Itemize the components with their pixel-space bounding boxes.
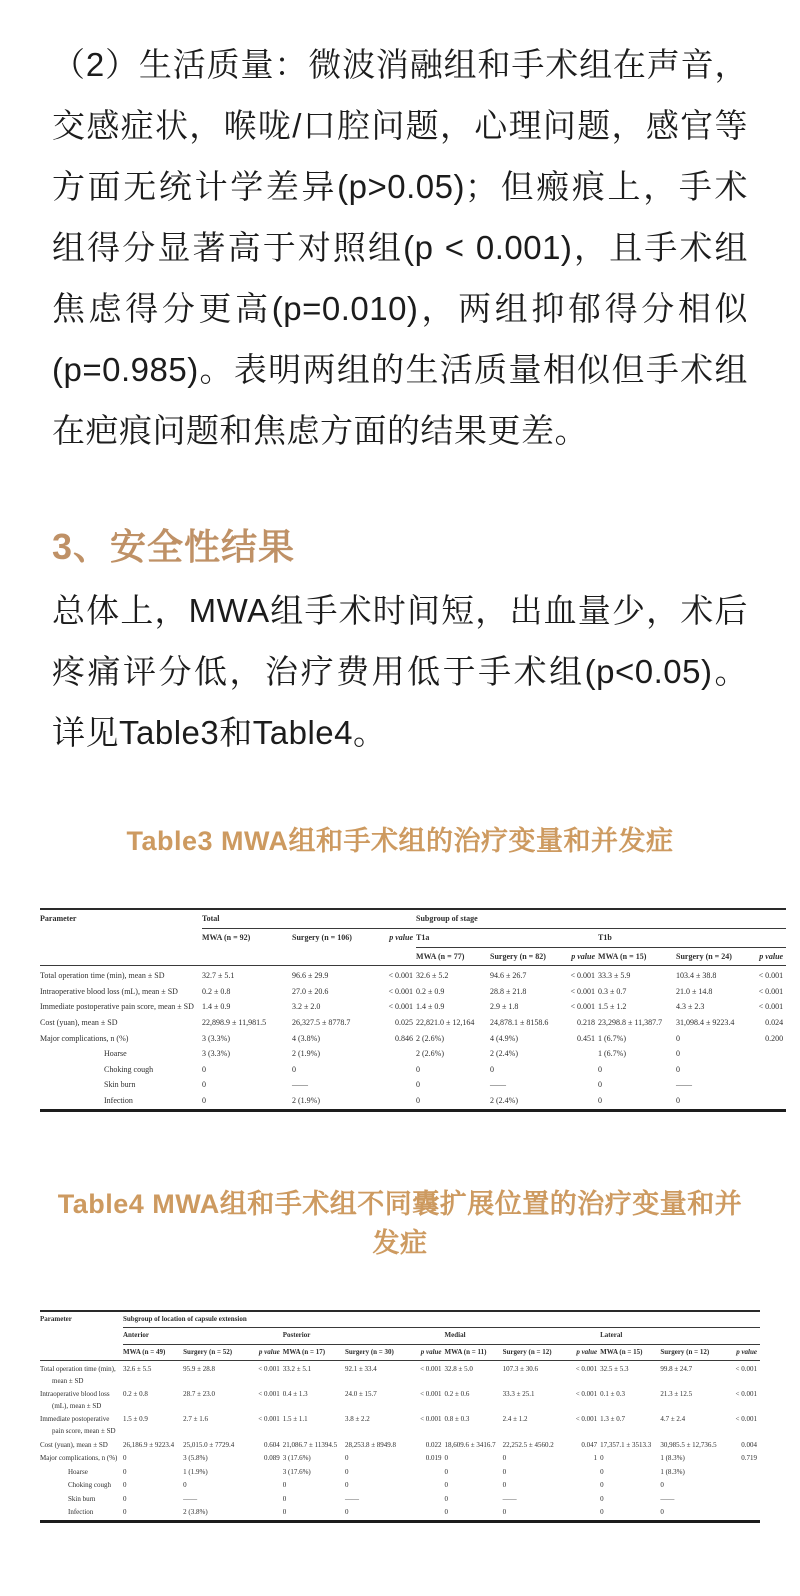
table-cell: 3 (3.3%) <box>202 1033 230 1043</box>
table-cell: 0 <box>444 1454 449 1463</box>
table-cell: 0 <box>600 1494 604 1503</box>
row-parameter-label: Immediate postoperative pain score, mean ± SD <box>40 1002 194 1012</box>
paragraph-safety-summary: 总体上，MWA组手术时间短，出血量少，术后疼痛评分低，治疗费用低于手术组(p<0.05)。详见Table3和Table4。 <box>52 592 748 752</box>
row-parameter-label: Immediate postoperative pain score, mean ± SD <box>40 1415 116 1435</box>
table-cell: 1 <box>593 1454 598 1463</box>
table-cell: 0 <box>600 1481 604 1490</box>
table-cell: 0 <box>122 1467 127 1476</box>
table-cell: 0 <box>676 1049 681 1059</box>
table3-header-total-pvalue: p value <box>389 933 414 943</box>
table-cell <box>560 1046 598 1062</box>
table-cell: 0 <box>122 1494 127 1503</box>
table-cell: 1 (6.7%) <box>598 1033 627 1043</box>
table-row <box>40 984 786 1000</box>
table4-header-lateral-surgery: Surgery (n = 12) <box>660 1347 710 1356</box>
table-cell: 22,252.5 ± 4560.2 <box>502 1440 554 1449</box>
table-cell: 21.3 ± 12.5 <box>660 1390 693 1399</box>
table-cell: 0 <box>444 1494 449 1503</box>
table-cell: < 0.001 <box>420 1415 442 1424</box>
table-cell <box>250 1479 283 1493</box>
table-cell: 3 (3.3%) <box>202 1049 230 1059</box>
paragraph-quality-of-life: （2）生活质量：微波消融组和手术组在声音，交感症状，喉咙/口腔问题，心理问题，感官等方面无统计学差异(p>0.05)；但瘢痕上，手术组得分显著高于对照组(p < 0.001)，且手术组焦虑得分更高(p=0.010)，两组抑郁得分相似(p=0.985)。表明两组的生活质量相似但手术组在疤痕问题和焦虑方面的结果更差。 <box>52 46 748 450</box>
table-cell: 1 (6.7%) <box>598 1049 627 1059</box>
table-cell: 28,253.8 ± 8949.8 <box>344 1440 397 1449</box>
table-cell: 0 <box>600 1454 604 1463</box>
row-parameter-label: Major complications, n (%) <box>40 1033 129 1043</box>
table-cell: 33.3 ± 25.1 <box>502 1390 535 1399</box>
table-cell: 96.6 ± 29.9 <box>292 966 374 984</box>
row-parameter-label: Infection <box>68 1508 94 1517</box>
table-cell: 22,898.9 ± 11,981.5 <box>202 1018 267 1028</box>
table3-header-t1a-pvalue: p value <box>571 951 596 961</box>
table-row <box>40 1439 760 1453</box>
table-cell: 0 <box>676 1033 681 1043</box>
table-cell: < 0.001 <box>258 1415 280 1424</box>
table-cell: 0.089 <box>263 1454 280 1463</box>
table-cell: 103.4 ± 38.8 <box>676 966 748 984</box>
table-cell <box>725 1466 760 1480</box>
table4-title: Table4 MWA组和手术组不同囊扩展位置的治疗变量和并发症 <box>57 1188 743 1258</box>
table-cell: < 0.001 <box>560 966 598 984</box>
table-row <box>40 1062 786 1078</box>
table-cell: 1.3 ± 0.7 <box>600 1415 625 1424</box>
table-cell: < 0.001 <box>258 1390 280 1399</box>
table-cell <box>250 1493 283 1507</box>
table3-header-t1a-mwa: MWA (n = 77) <box>416 951 465 961</box>
table-row <box>40 1031 786 1047</box>
table-cell <box>374 1046 416 1062</box>
table-cell: 0.451 <box>577 1033 596 1043</box>
table4-header-posterior-pvalue: p value <box>420 1347 442 1356</box>
table-row <box>40 1506 760 1521</box>
table-cell: 32.6 ± 5.2 <box>416 966 490 984</box>
table-cell: 0.2 ± 0.9 <box>416 986 445 996</box>
table3-header-total-mwa: MWA (n = 92) <box>202 933 251 943</box>
row-parameter-label: Cost (yuan), mean ± SD <box>40 1018 118 1028</box>
table-cell: 18,609.6 ± 3416.7 <box>444 1440 496 1449</box>
table3-header-t1b-surgery: Surgery (n = 24) <box>676 951 732 961</box>
table-cell: < 0.001 <box>374 966 416 984</box>
table-cell: 0.2 ± 0.8 <box>122 1390 148 1399</box>
table-cell: 26,327.5 ± 8778.7 <box>292 1018 351 1028</box>
table-cell <box>569 1506 600 1521</box>
row-parameter-label: Major complications, n (%) <box>40 1454 118 1463</box>
table-cell: —— <box>344 1494 359 1503</box>
table-cell: 0 <box>676 1064 681 1074</box>
table-cell: 0 <box>660 1508 664 1517</box>
table-cell <box>411 1506 444 1521</box>
table-cell: 0 <box>122 1508 127 1517</box>
table-cell <box>569 1493 600 1507</box>
table-cell: 2 (2.6%) <box>416 1049 445 1059</box>
table-cell: 99.8 ± 24.7 <box>660 1361 724 1389</box>
table3-header-t1b: T1b <box>598 929 786 948</box>
table-cell: 0.024 <box>765 1018 784 1028</box>
table-cell: 2.7 ± 1.6 <box>183 1415 208 1424</box>
table-cell: 0 <box>660 1481 664 1490</box>
table4-header-anterior: Anterior <box>123 1328 283 1345</box>
table-cell <box>560 1062 598 1078</box>
table-cell: 94.6 ± 26.7 <box>490 966 560 984</box>
row-parameter-label: Skin burn <box>104 1080 136 1090</box>
table-cell: 0.047 <box>581 1440 598 1449</box>
table-cell <box>560 1093 598 1110</box>
table-row <box>40 1388 760 1413</box>
table-cell: < 0.001 <box>570 986 596 996</box>
table-cell: 17,357.1 ± 3513.3 <box>600 1440 652 1449</box>
table-cell: 30,985.5 ± 12,736.5 <box>660 1440 717 1449</box>
table3-header-total-surgery: Surgery (n = 106) <box>292 933 352 943</box>
table-cell: 27.0 ± 20.6 <box>292 986 329 996</box>
table-cell: < 0.001 <box>735 1415 757 1424</box>
table-cell: 0.846 <box>395 1033 414 1043</box>
table-cell: < 0.001 <box>748 966 786 984</box>
section-heading-safety-results: 3、安全性结果 <box>52 526 296 568</box>
table-cell: 2 (2.4%) <box>490 1049 519 1059</box>
table4-header-medial-mwa: MWA (n = 11) <box>444 1347 487 1356</box>
table-cell: 0 <box>444 1481 449 1490</box>
table4-header-medial: Medial <box>445 1328 601 1345</box>
table3-header <box>40 909 786 965</box>
table-cell <box>725 1506 760 1521</box>
table-cell <box>560 1077 598 1093</box>
table-cell: 3 (17.6%) <box>282 1467 311 1476</box>
table-cell: 0.1 ± 0.3 <box>600 1390 625 1399</box>
row-parameter-label: Total operation time (min), mean ± SD <box>40 966 202 984</box>
table-cell <box>374 1062 416 1078</box>
table-cell: 32.6 ± 5.5 <box>123 1361 183 1389</box>
table-cell <box>748 1062 786 1078</box>
table3-header-t1b-mwa: MWA (n = 15) <box>598 951 647 961</box>
table-cell: < 0.001 <box>420 1390 442 1399</box>
table-cell: < 0.001 <box>758 1002 784 1012</box>
table-cell <box>411 1479 444 1493</box>
table-row <box>40 1361 760 1389</box>
table-cell: 33.2 ± 5.1 <box>283 1361 345 1389</box>
table4-header <box>40 1311 760 1361</box>
table-row <box>40 1015 786 1031</box>
table-cell: 31,098.4 ± 9223.4 <box>676 1018 735 1028</box>
table-cell: 4 (4.9%) <box>490 1033 519 1043</box>
table-cell: 28.7 ± 23.0 <box>183 1390 215 1399</box>
table-cell: 0 <box>490 1064 495 1074</box>
table-cell: 23,298.8 ± 11,387.7 <box>598 1018 663 1028</box>
table-cell: 0 <box>502 1454 507 1463</box>
table-cell: < 0.001 <box>250 1361 283 1389</box>
table4-header-anterior-surgery: Surgery (n = 52) <box>183 1347 233 1356</box>
table-cell: 24.0 ± 15.7 <box>344 1390 377 1399</box>
table-cell: 0 <box>122 1481 127 1490</box>
row-parameter-label: Hoarse <box>104 1049 127 1059</box>
table-cell <box>748 1093 786 1110</box>
table-cell: 26,186.9 ± 9223.4 <box>122 1440 175 1449</box>
row-parameter-label: Choking cough <box>68 1481 111 1490</box>
table-cell: < 0.001 <box>575 1415 598 1424</box>
row-parameter-label: Choking cough <box>104 1064 154 1074</box>
table3-body <box>40 966 786 1110</box>
table4-header-subgroup-location: Subgroup of location of capsule extension <box>123 1311 760 1328</box>
table-cell: 0.025 <box>395 1018 414 1028</box>
table-cell: 0.2 ± 0.6 <box>444 1390 470 1399</box>
table-cell: 25,015.0 ± 7729.4 <box>183 1440 235 1449</box>
table-cell: 32.5 ± 5.3 <box>600 1361 660 1389</box>
table-cell <box>748 1077 786 1093</box>
table-cell: 0 <box>502 1467 507 1476</box>
table-cell <box>250 1506 283 1521</box>
table-cell: 1.4 ± 0.9 <box>416 1002 445 1012</box>
table-cell <box>250 1466 283 1480</box>
table4-header-anterior-mwa: MWA (n = 49) <box>122 1347 166 1356</box>
table-cell: 2 (3.8%) <box>183 1508 208 1517</box>
table-cell: —— <box>490 1080 507 1090</box>
table-cell <box>374 1077 416 1093</box>
table-cell: 0 <box>292 1064 296 1074</box>
table-cell <box>725 1479 760 1493</box>
table-cell: 107.3 ± 30.6 <box>503 1361 569 1389</box>
table-cell: 1.5 ± 0.9 <box>122 1415 148 1424</box>
table-cell: —— <box>292 1080 308 1090</box>
row-parameter-label: Hoarse <box>68 1467 88 1476</box>
table-row <box>40 1077 786 1093</box>
table-cell: 1 (8.3%) <box>660 1467 685 1476</box>
table-cell <box>411 1466 444 1480</box>
table-cell <box>569 1479 600 1493</box>
table4-header-posterior-mwa: MWA (n = 17) <box>282 1347 326 1356</box>
row-parameter-label: Total operation time (min), mean ± SD <box>40 1361 123 1389</box>
table-cell: —— <box>502 1494 517 1503</box>
table-cell: 1.5 ± 1.1 <box>282 1415 308 1424</box>
table-cell: 33.3 ± 5.9 <box>598 966 676 984</box>
table-cell: 0.2 ± 0.8 <box>202 986 231 996</box>
table-cell: 3.2 ± 2.0 <box>292 1002 321 1012</box>
table-cell: 0 <box>344 1467 349 1476</box>
table4 <box>40 1310 760 1523</box>
table-cell: 0 <box>600 1467 604 1476</box>
table-cell: 2.9 ± 1.8 <box>490 1002 519 1012</box>
table-cell: 21.0 ± 14.8 <box>676 986 713 996</box>
table-cell: < 0.001 <box>388 1002 414 1012</box>
table-cell: 0 <box>598 1080 603 1090</box>
table-cell: 2 (1.9%) <box>292 1049 320 1059</box>
table-cell: 0 <box>416 1096 421 1105</box>
table-cell: 0.019 <box>425 1454 442 1463</box>
table-row <box>40 1413 760 1438</box>
table-cell: 32.8 ± 5.0 <box>445 1361 503 1389</box>
table-cell: 0.022 <box>425 1440 442 1449</box>
table-cell: 0 <box>598 1096 603 1105</box>
table-cell: 4.7 ± 2.4 <box>660 1415 686 1424</box>
table-cell: 0.4 ± 1.3 <box>282 1390 308 1399</box>
table3-header-t1a: T1a <box>416 929 598 948</box>
table-cell: 0.218 <box>577 1018 596 1028</box>
row-parameter-label: Infection <box>104 1096 133 1105</box>
table-cell <box>374 1093 416 1110</box>
table-cell: 0 <box>600 1508 604 1517</box>
table-cell: 3.8 ± 2.2 <box>344 1415 370 1424</box>
table-row <box>40 999 786 1015</box>
table-cell: 32.7 ± 5.1 <box>202 966 292 984</box>
table-cell: 0 <box>502 1481 507 1490</box>
table4-header-posterior-surgery: Surgery (n = 30) <box>344 1347 394 1356</box>
table-cell: < 0.001 <box>725 1361 760 1389</box>
table-cell: < 0.001 <box>575 1390 598 1399</box>
table-cell: 2 (1.9%) <box>292 1096 320 1105</box>
table-cell: 0 <box>202 1064 206 1074</box>
table-cell: 2.4 ± 1.2 <box>502 1415 528 1424</box>
table-cell: 95.9 ± 28.8 <box>183 1361 249 1389</box>
table-cell: 0 <box>202 1096 206 1105</box>
table-cell: 0 <box>282 1494 287 1503</box>
table-cell: 4 (3.8%) <box>292 1033 320 1043</box>
table-cell: 0.200 <box>765 1033 784 1043</box>
table-cell <box>748 1046 786 1062</box>
table-cell: 22,821.0 ± 12,164 <box>416 1018 475 1028</box>
table-cell: < 0.001 <box>570 1002 596 1012</box>
table-row <box>40 1452 760 1466</box>
table-cell: —— <box>183 1494 198 1503</box>
table-cell: 4.3 ± 2.3 <box>676 1002 705 1012</box>
table-cell: 0 <box>344 1454 349 1463</box>
table4-figure <box>40 1310 760 1523</box>
table-cell: 0.604 <box>263 1440 280 1449</box>
table-cell: 2 (2.4%) <box>490 1096 519 1105</box>
table-cell: 3 (5.8%) <box>183 1454 208 1463</box>
table-cell: 0 <box>122 1454 127 1463</box>
table-cell: 0 <box>183 1481 187 1490</box>
table-row <box>40 1046 786 1062</box>
table-cell: 0 <box>416 1080 421 1090</box>
table3-title: Table3 MWA组和手术组的治疗变量和并发症 <box>126 826 674 857</box>
table-cell: 0 <box>282 1481 287 1490</box>
table-cell: < 0.001 <box>411 1361 444 1389</box>
table-cell: 0 <box>344 1508 349 1517</box>
table-cell: 0 <box>344 1481 349 1490</box>
table3 <box>40 908 786 1111</box>
table-cell: < 0.001 <box>569 1361 600 1389</box>
table-cell: 92.1 ± 33.4 <box>345 1361 411 1389</box>
table-cell: < 0.001 <box>758 986 784 996</box>
table-cell <box>411 1493 444 1507</box>
table-cell: 21,086.7 ± 11394.5 <box>282 1440 338 1449</box>
table4-header-posterior: Posterior <box>283 1328 445 1345</box>
table4-header-medial-pvalue: p value <box>576 1347 598 1356</box>
table4-body <box>40 1361 760 1522</box>
table-cell: < 0.001 <box>735 1390 757 1399</box>
table-cell: 0 <box>416 1064 421 1074</box>
table-cell: 1 (1.9%) <box>183 1467 208 1476</box>
table-cell: 0 <box>202 1080 206 1090</box>
table-cell: 0 <box>502 1508 507 1517</box>
table3-figure <box>40 908 784 1111</box>
table-cell: < 0.001 <box>388 986 414 996</box>
table4-header-lateral-mwa: MWA (n = 15) <box>600 1347 643 1356</box>
table-row <box>40 1479 760 1493</box>
table-cell: 1.4 ± 0.9 <box>202 1002 231 1012</box>
table3-header-subgroup-stage: Subgroup of stage <box>416 909 786 928</box>
table4-header-lateral: Lateral <box>600 1328 760 1345</box>
row-parameter-label: Intraoperative blood loss (mL), mean ± SD <box>40 1390 110 1410</box>
table3-header-parameter: Parameter <box>40 914 77 924</box>
table-row <box>40 1493 760 1507</box>
table-cell: 0 <box>282 1508 287 1517</box>
table-cell: 24,878.1 ± 8158.6 <box>490 1018 549 1028</box>
table-cell: 28.8 ± 21.8 <box>490 986 527 996</box>
table-cell: 2 (2.6%) <box>416 1033 445 1043</box>
row-parameter-label: Cost (yuan), mean ± SD <box>40 1440 108 1449</box>
table-cell: 0.004 <box>741 1440 757 1449</box>
table-cell <box>569 1466 600 1480</box>
table4-header-anterior-pvalue: p value <box>258 1347 280 1356</box>
table3-header-total: Total <box>202 909 416 928</box>
table3-header-t1b-pvalue: p value <box>759 951 784 961</box>
table-cell: 0.8 ± 0.3 <box>444 1415 470 1424</box>
table4-header-parameter: Parameter <box>40 1314 72 1323</box>
table-cell: 0.3 ± 0.7 <box>598 986 627 996</box>
table-row <box>40 1093 786 1110</box>
row-parameter-label: Intraoperative blood loss (mL), mean ± SD <box>40 986 178 996</box>
table3-header-t1a-surgery: Surgery (n = 82) <box>490 951 546 961</box>
table-cell: 0 <box>444 1508 449 1517</box>
table-cell: —— <box>660 1494 675 1503</box>
table-cell: 0 <box>598 1064 603 1074</box>
table-cell: 0.719 <box>741 1454 757 1463</box>
table-cell: 0 <box>676 1096 681 1105</box>
table-cell: 1 (8.3%) <box>660 1454 685 1463</box>
table4-header-medial-surgery: Surgery (n = 12) <box>502 1347 552 1356</box>
table-cell: —— <box>676 1080 693 1090</box>
table-cell: 0 <box>444 1467 449 1476</box>
table-cell: 3 (17.6%) <box>282 1454 311 1463</box>
table-row <box>40 1466 760 1480</box>
table-cell: 1.5 ± 1.2 <box>598 1002 627 1012</box>
table4-header-lateral-pvalue: p value <box>736 1347 757 1356</box>
table-row <box>40 966 786 984</box>
table-cell <box>725 1493 760 1507</box>
row-parameter-label: Skin burn <box>68 1494 96 1503</box>
